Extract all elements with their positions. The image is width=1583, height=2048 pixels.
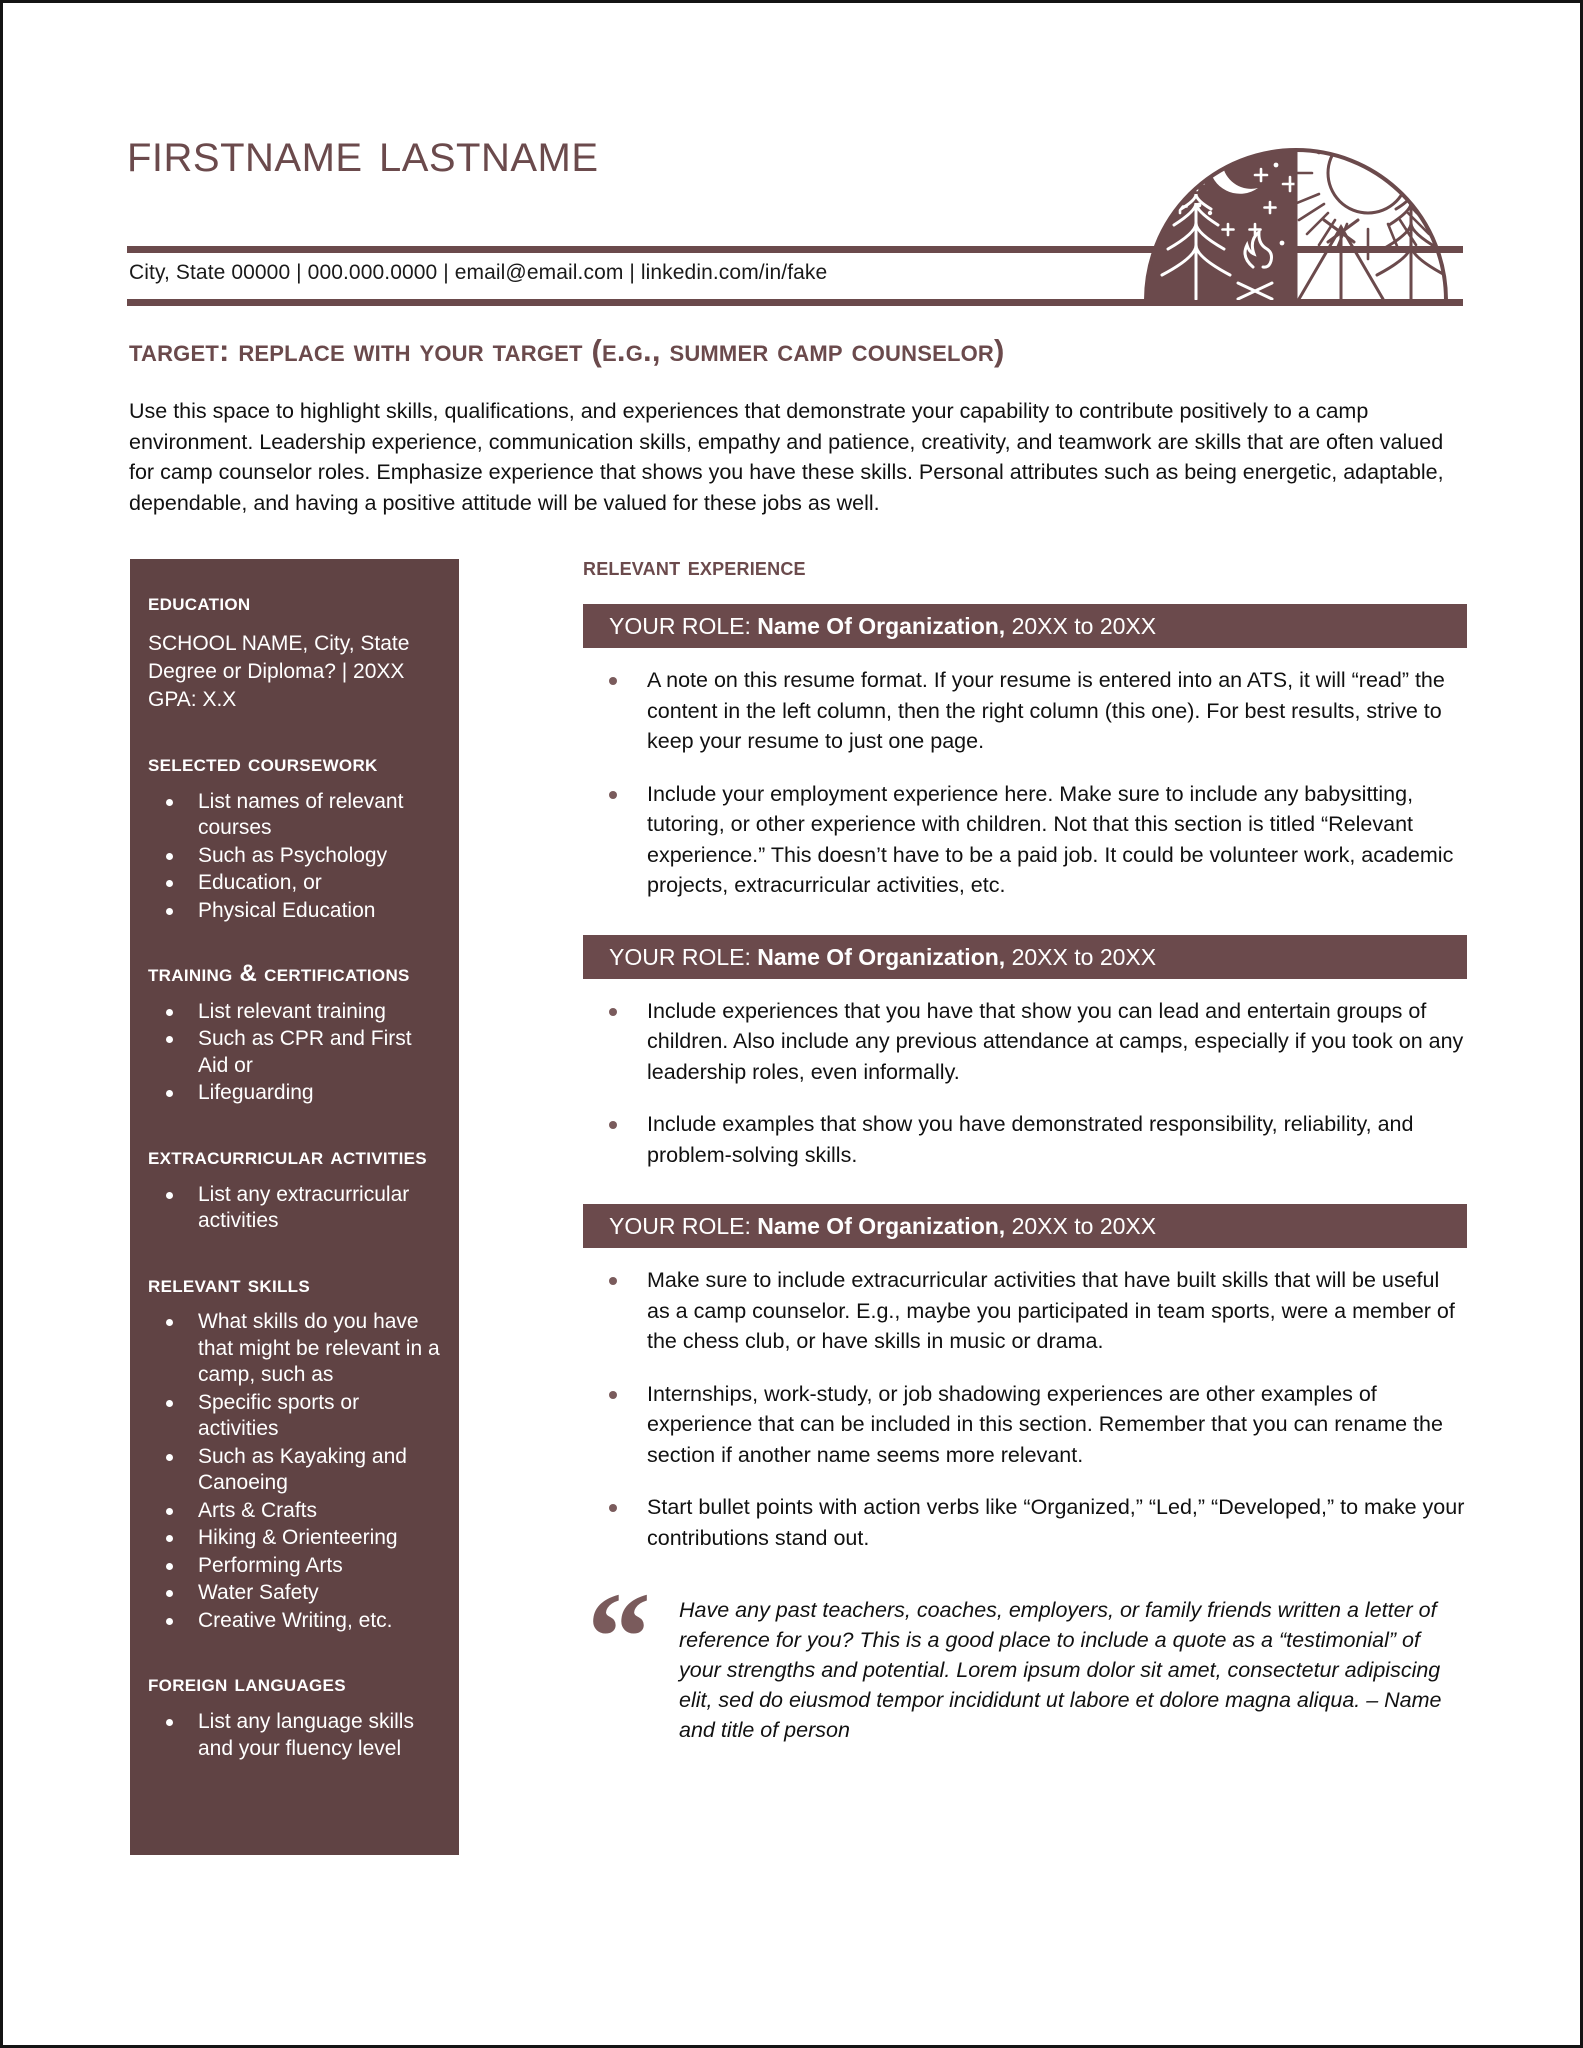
list-item: Performing Arts [148,1553,441,1580]
role-bar [583,935,1467,979]
list-item: Such as Psychology [148,843,441,870]
list-item: Internships, work-study, or job shadowing experiences are other examples of experience that can be included in this section. Remember that you can rename the section if another name seems more relevant. [583,1379,1467,1471]
list-item: Education, or [148,870,441,897]
training-list [148,999,441,1107]
list-item: Such as CPR and First Aid or [148,1026,441,1079]
list-item: Arts & Crafts [148,1498,441,1525]
list-item: Make sure to include extracurricular activities that have built skills that will be useful as a camp counselor. E.g., maybe you participated in team sports, were a member of the chess club, or have skills in music or drama. [583,1265,1467,1357]
education-degree: Degree or Diploma? | 20XX [148,659,405,683]
extracurricular-list [148,1182,441,1235]
list-item: List relevant training [148,999,441,1026]
quote-mark-icon: “ [587,1589,651,1670]
role-dates: 20XX to 20XX [1005,943,1157,970]
role-dates: 20XX to 20XX [1005,613,1157,640]
camp-day-night-logo-icon [1136,77,1456,300]
page-inner [3,3,1580,2045]
sidebar-heading-training: training & certifications [148,960,410,988]
list-item: Hiking & Orienteering [148,1525,441,1552]
coursework-list [148,789,441,925]
section-heading-relevant-experience: relevant experience [583,551,806,581]
role-bullets [583,1265,1467,1553]
role-bar [583,604,1467,648]
role-title: YOUR ROLE: [609,613,758,640]
list-item: Include examples that show you have demonstrated responsibility, reliability, and problem-solving skills. [583,1109,1467,1170]
sidebar-heading-education: education [148,589,251,616]
list-item: Water Safety [148,1580,441,1607]
sidebar-heading-extracurricular: extracurricular activities [148,1142,427,1170]
sidebar-heading-languages: foreign languages [148,1670,346,1698]
list-item: List any language skills and your fluency level [148,1709,441,1762]
skills-list [148,1309,441,1634]
list-item: Physical Education [148,898,441,925]
education-details [148,630,441,714]
list-item: What skills do you have that might be relevant in a camp, such as [148,1309,441,1389]
target-summary: Use this space to highlight skills, qualifications, and experiences that demonstrate your capability to contribute positively to a camp environment. Leadership experience, communication skills, empathy and patience, creativity, and teamwork are skills that are often valued for camp counselor roles. Emphasize experience that shows you have these skills. Personal attributes such as being energetic, adaptable, dependable, and having a positive attitude will be valued for these jobs as well. [129,399,1444,515]
education-school: SCHOOL NAME, City, State [148,631,410,655]
list-item: Include your employment experience here. Make sure to include any babysitting, tutoring, or other experience with children. Not that this section is titled “Relevant experience.” This doesn’t have to be a paid job. It could be volunteer work, academic projects, extracurricular activities, etc. [583,779,1467,901]
role-title: YOUR ROLE: [609,943,758,970]
header-rule-bottom [127,299,1463,306]
list-item: Creative Writing, etc. [148,1608,441,1635]
list-item: Lifeguarding [148,1080,441,1107]
target-heading: target: replace with your target (e.g., summer camp counselor) [129,333,1005,368]
quote-text: Have any past teachers, coaches, employers, or family friends written a letter of reference for you? This is a good place to include a quote as a “testimonial” of your strengths and potential. Lorem ipsum dolor sit amet, consectetur adipiscing elit, sed do eiusmod tempor incididunt ut labore et dolore magna aliqua. – Name and title of person [679,1598,1442,1743]
list-item: Start bullet points with action verbs like “Organized,” “Led,” “Developed,” to make your contributions stand out. [583,1492,1467,1553]
page-title: firstname lastname [127,120,599,184]
list-item: List any extracurricular activities [148,1182,441,1235]
sidebar-heading-skills: relevant skills [148,1270,310,1298]
role-title: YOUR ROLE: [609,1213,758,1240]
role-bullets [583,996,1467,1171]
role-organization: Name Of Organization, [757,943,1006,970]
list-item: List names of relevant courses [148,789,441,842]
role-dates: 20XX to 20XX [1005,1213,1157,1240]
role-bullets [583,665,1467,901]
list-item: Include experiences that you have that show you can lead and entertain groups of children. Also include any previous attendance at camps, especially if you took on any leadership roles, even informally. [583,996,1467,1088]
role-organization: Name Of Organization, [757,613,1006,640]
role-bar [583,1204,1467,1248]
list-item: Specific sports or activities [148,1390,441,1443]
list-item: A note on this resume format. If your resume is entered into an ATS, it will “read” the content in the left column, then the right column (this one). For best results, strive to keep your resume to just one page. [583,665,1467,757]
sidebar [130,559,459,1855]
education-gpa: GPA: X.X [148,687,237,711]
list-item: Such as Kayaking and Canoeing [148,1444,441,1497]
testimonial-quote [583,1589,1467,1745]
languages-list [148,1709,441,1762]
relevant-experience-section [583,551,1467,1745]
role-organization: Name Of Organization, [757,1213,1006,1240]
sidebar-heading-coursework: selected coursework [148,749,378,777]
contact-line: City, State 00000 | 000.000.0000 | email@email.com | linkedin.com/in/fake [129,261,828,284]
